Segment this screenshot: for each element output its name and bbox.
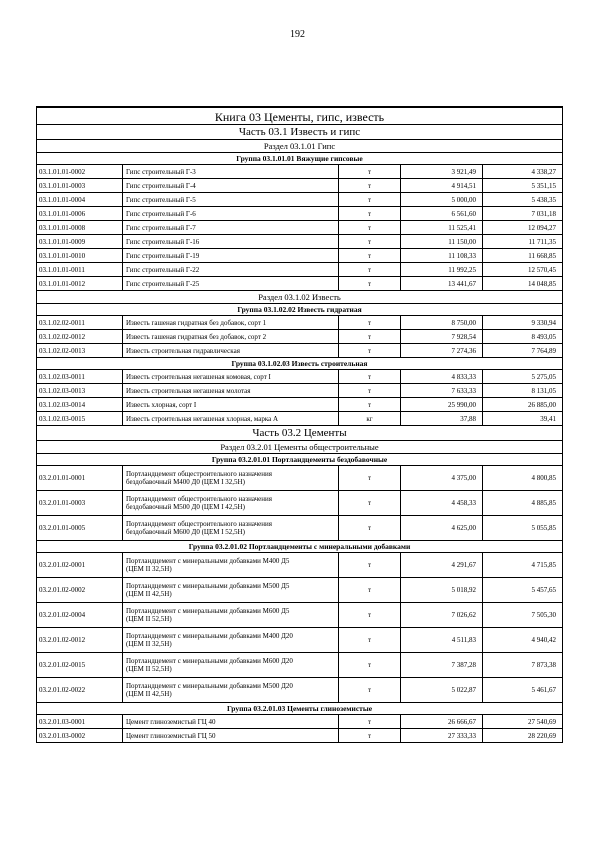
item-code: 03.1.01.01-0010 <box>37 249 123 263</box>
group-heading: Группа 03.1.02.03 Известь строительная <box>37 358 563 370</box>
item-code: 03.1.01.01-0009 <box>37 235 123 249</box>
item-price-base: 37,88 <box>401 412 483 426</box>
group-heading-row <box>37 703 563 715</box>
item-unit: т <box>339 384 401 398</box>
item-price-total: 5 351,15 <box>483 179 563 193</box>
group-heading-row <box>37 358 563 370</box>
item-price-total: 7 505,30 <box>483 603 563 628</box>
item-name-line-2: (ЦЕМ II 32,5Н) <box>126 565 172 573</box>
table-row <box>37 628 563 653</box>
item-unit: т <box>339 277 401 291</box>
item-price-base: 11 525,41 <box>401 221 483 235</box>
item-code: 03.2.01.02-0004 <box>37 603 123 628</box>
item-price-total: 5 055,85 <box>483 516 563 541</box>
item-unit: т <box>339 466 401 491</box>
item-code: 03.2.01.03-0002 <box>37 729 123 743</box>
item-price-total: 39,41 <box>483 412 563 426</box>
item-code: 03.2.01.02-0002 <box>37 578 123 603</box>
item-price-base: 4 458,33 <box>401 491 483 516</box>
table-row <box>37 516 563 541</box>
item-name-line-1: Портландцемент с минеральными добавками М600 Д20 <box>126 657 293 665</box>
table-row <box>37 165 563 179</box>
item-name-line-2: бездобавочный М600 Д0 (ЦЕМ I 52,5Н) <box>126 528 245 536</box>
item-name: Известь строительная гидравлическая <box>123 344 339 358</box>
group-heading-row <box>37 304 563 316</box>
item-price-total: 4 338,27 <box>483 165 563 179</box>
item-price-base: 5 022,87 <box>401 678 483 703</box>
item-price-total: 5 438,35 <box>483 193 563 207</box>
table-row <box>37 398 563 412</box>
item-name-line-1: Портландцемент с минеральными добавками М500 Д20 <box>126 682 293 690</box>
table-row <box>37 370 563 384</box>
item-price-base: 6 561,60 <box>401 207 483 221</box>
item-unit: т <box>339 193 401 207</box>
book-heading: Книга 03 Цементы, гипс, известь <box>37 107 563 125</box>
item-unit: т <box>339 235 401 249</box>
table-row <box>37 249 563 263</box>
item-unit: т <box>339 628 401 653</box>
item-price-total: 27 540,69 <box>483 715 563 729</box>
item-name-line-2: бездобавочный М500 Д0 (ЦЕМ I 42,5Н) <box>126 503 245 511</box>
item-name: Гипс строительный Г-5 <box>123 193 339 207</box>
item-price-total: 11 711,35 <box>483 235 563 249</box>
item-price-base: 25 990,00 <box>401 398 483 412</box>
item-unit: т <box>339 653 401 678</box>
item-code: 03.2.01.02-0015 <box>37 653 123 678</box>
item-name-line-1: Портландцемент с минеральными добавками М400 Д5 <box>126 557 290 565</box>
section-heading-row <box>37 140 563 153</box>
item-unit: т <box>339 316 401 330</box>
item-code: 03.2.01.02-0022 <box>37 678 123 703</box>
table-row <box>37 715 563 729</box>
item-unit: т <box>339 179 401 193</box>
item-name-line-2: (ЦЕМ II 42,5Н) <box>126 690 172 698</box>
item-price-base: 4 511,83 <box>401 628 483 653</box>
item-name-line-2: (ЦЕМ II 42,5Н) <box>126 590 172 598</box>
group-heading: Группа 03.2.01.03 Цементы глиноземистые <box>37 703 563 715</box>
table-row <box>37 466 563 491</box>
item-name-line-2: (ЦЕМ II 52,5Н) <box>126 615 172 623</box>
item-price-total: 4 800,85 <box>483 466 563 491</box>
item-price-base: 26 666,67 <box>401 715 483 729</box>
item-unit: т <box>339 344 401 358</box>
item-price-total: 5 457,65 <box>483 578 563 603</box>
group-heading-row <box>37 153 563 165</box>
item-price-base: 4 833,33 <box>401 370 483 384</box>
item-price-total: 8 131,05 <box>483 384 563 398</box>
item-name <box>123 466 339 491</box>
group-heading: Группа 03.2.01.02 Портландцементы с минеральными добавками <box>37 541 563 553</box>
part-heading-row <box>37 426 563 441</box>
item-code: 03.1.02.02-0012 <box>37 330 123 344</box>
part-heading: Часть 03.1 Известь и гипс <box>37 125 563 140</box>
table-row <box>37 653 563 678</box>
item-price-total: 11 668,85 <box>483 249 563 263</box>
item-name: Гипс строительный Г-19 <box>123 249 339 263</box>
page-number: 192 <box>290 29 305 40</box>
item-name: Известь гашеная гидратная без добавок, сорт 2 <box>123 330 339 344</box>
item-name <box>123 491 339 516</box>
item-price-total: 7 873,38 <box>483 653 563 678</box>
item-price-total: 7 764,89 <box>483 344 563 358</box>
item-price-base: 4 291,67 <box>401 553 483 578</box>
item-code: 03.1.02.03-0013 <box>37 384 123 398</box>
item-unit: т <box>339 491 401 516</box>
item-price-total: 4 885,85 <box>483 491 563 516</box>
item-name-line-2: (ЦЕМ II 32,5Н) <box>126 640 172 648</box>
item-price-base: 4 914,51 <box>401 179 483 193</box>
item-name <box>123 628 339 653</box>
item-name-line-1: Портландцемент общестроительного назначения <box>126 470 273 478</box>
item-code: 03.2.01.03-0001 <box>37 715 123 729</box>
item-code: 03.1.01.01-0004 <box>37 193 123 207</box>
table-row <box>37 330 563 344</box>
table-row <box>37 578 563 603</box>
section-heading-row <box>37 291 563 304</box>
item-name: Известь строительная негашеная молотая <box>123 384 339 398</box>
item-price-base: 4 625,00 <box>401 516 483 541</box>
table-row <box>37 384 563 398</box>
item-unit: т <box>339 221 401 235</box>
group-heading-row <box>37 541 563 553</box>
item-price-total: 28 220,69 <box>483 729 563 743</box>
group-heading: Группа 03.1.01.01 Вяжущие гипсовые <box>37 153 563 165</box>
item-unit: т <box>339 370 401 384</box>
item-name <box>123 516 339 541</box>
item-price-total: 26 885,00 <box>483 398 563 412</box>
item-unit: т <box>339 249 401 263</box>
section-heading: Раздел 03.1.02 Известь <box>37 291 563 304</box>
item-unit: т <box>339 729 401 743</box>
item-unit: т <box>339 553 401 578</box>
table-row <box>37 491 563 516</box>
item-name <box>123 578 339 603</box>
item-code: 03.2.01.02-0012 <box>37 628 123 653</box>
section-heading: Раздел 03.1.01 Гипс <box>37 140 563 153</box>
item-unit: т <box>339 603 401 628</box>
item-code: 03.1.02.03-0011 <box>37 370 123 384</box>
item-price-total: 5 275,05 <box>483 370 563 384</box>
item-code: 03.1.02.02-0011 <box>37 316 123 330</box>
item-unit: т <box>339 207 401 221</box>
item-name-line-1: Портландцемент с минеральными добавками М600 Д5 <box>126 607 290 615</box>
item-code: 03.1.01.01-0002 <box>37 165 123 179</box>
item-name-line-1: Портландцемент общестроительного назначения <box>126 520 273 528</box>
group-heading-row <box>37 454 563 466</box>
item-name: Гипс строительный Г-16 <box>123 235 339 249</box>
item-price-total: 12 570,45 <box>483 263 563 277</box>
table-row <box>37 235 563 249</box>
item-unit: кг <box>339 412 401 426</box>
item-name: Гипс строительный Г-7 <box>123 221 339 235</box>
item-code: 03.2.01.02-0001 <box>37 553 123 578</box>
item-unit: т <box>339 678 401 703</box>
table-row <box>37 316 563 330</box>
item-price-base: 4 375,00 <box>401 466 483 491</box>
item-name: Гипс строительный Г-22 <box>123 263 339 277</box>
item-price-base: 5 000,00 <box>401 193 483 207</box>
item-name: Цемент глиноземистый ГЦ 50 <box>123 729 339 743</box>
item-name: Известь гашеная гидратная без добавок, сорт 1 <box>123 316 339 330</box>
item-price-base: 27 333,33 <box>401 729 483 743</box>
item-code: 03.1.01.01-0008 <box>37 221 123 235</box>
group-heading: Группа 03.2.01.01 Портландцементы бездобавочные <box>37 454 563 466</box>
table-row <box>37 193 563 207</box>
section-heading: Раздел 03.2.01 Цементы общестроительные <box>37 441 563 454</box>
item-unit: т <box>339 715 401 729</box>
item-name: Известь строительная негашеная комовая, сорт I <box>123 370 339 384</box>
item-unit: т <box>339 263 401 277</box>
group-heading: Группа 03.1.02.02 Известь гидратная <box>37 304 563 316</box>
item-unit: т <box>339 330 401 344</box>
item-unit: т <box>339 398 401 412</box>
item-unit: т <box>339 516 401 541</box>
item-code: 03.1.02.03-0014 <box>37 398 123 412</box>
item-code: 03.1.01.01-0006 <box>37 207 123 221</box>
table-row <box>37 553 563 578</box>
table-row <box>37 729 563 743</box>
item-price-total: 5 461,67 <box>483 678 563 703</box>
item-price-base: 7 928,54 <box>401 330 483 344</box>
item-name-line-2: (ЦЕМ II 52,5Н) <box>126 665 172 673</box>
item-price-base: 13 441,67 <box>401 277 483 291</box>
item-price-total: 7 031,18 <box>483 207 563 221</box>
item-price-base: 8 750,00 <box>401 316 483 330</box>
table-row <box>37 221 563 235</box>
item-name <box>123 603 339 628</box>
price-table <box>36 106 563 743</box>
table-row <box>37 207 563 221</box>
item-unit: т <box>339 578 401 603</box>
item-name-line-2: бездобавочный М400 Д0 (ЦЕМ I 32,5Н) <box>126 478 245 486</box>
table-row <box>37 263 563 277</box>
item-name: Цемент глиноземистый ГЦ 40 <box>123 715 339 729</box>
item-price-base: 7 274,36 <box>401 344 483 358</box>
table-row <box>37 344 563 358</box>
item-price-total: 9 330,94 <box>483 316 563 330</box>
item-price-base: 7 387,28 <box>401 653 483 678</box>
table-row <box>37 277 563 291</box>
item-price-total: 4 715,85 <box>483 553 563 578</box>
item-price-base: 7 026,62 <box>401 603 483 628</box>
item-name-line-1: Портландцемент общестроительного назначения <box>126 495 273 503</box>
item-price-base: 3 921,49 <box>401 165 483 179</box>
book-heading-row <box>37 107 563 125</box>
item-price-base: 11 992,25 <box>401 263 483 277</box>
item-code: 03.1.02.03-0015 <box>37 412 123 426</box>
item-name <box>123 678 339 703</box>
item-price-total: 8 493,05 <box>483 330 563 344</box>
item-name-line-1: Портландцемент с минеральными добавками М400 Д20 <box>126 632 293 640</box>
item-code: 03.1.01.01-0012 <box>37 277 123 291</box>
item-name-line-1: Портландцемент с минеральными добавками М500 Д5 <box>126 582 290 590</box>
item-unit: т <box>339 165 401 179</box>
item-name <box>123 653 339 678</box>
item-code: 03.1.01.01-0003 <box>37 179 123 193</box>
section-heading-row <box>37 441 563 454</box>
part-heading-row <box>37 125 563 140</box>
item-price-base: 5 018,92 <box>401 578 483 603</box>
item-price-total: 4 940,42 <box>483 628 563 653</box>
item-code: 03.2.01.01-0001 <box>37 466 123 491</box>
item-name <box>123 553 339 578</box>
table-row <box>37 179 563 193</box>
item-name: Гипс строительный Г-4 <box>123 179 339 193</box>
item-name: Гипс строительный Г-25 <box>123 277 339 291</box>
item-price-base: 7 633,33 <box>401 384 483 398</box>
item-name: Гипс строительный Г-6 <box>123 207 339 221</box>
item-name: Гипс строительный Г-3 <box>123 165 339 179</box>
item-code: 03.1.02.02-0013 <box>37 344 123 358</box>
part-heading: Часть 03.2 Цементы <box>37 426 563 441</box>
item-code: 03.2.01.01-0005 <box>37 516 123 541</box>
item-price-total: 12 094,27 <box>483 221 563 235</box>
item-name: Известь строительная негашеная хлорная, марка А <box>123 412 339 426</box>
item-name: Известь хлорная, сорт I <box>123 398 339 412</box>
table-row <box>37 412 563 426</box>
item-price-total: 14 048,85 <box>483 277 563 291</box>
item-code: 03.2.01.01-0003 <box>37 491 123 516</box>
table-row <box>37 603 563 628</box>
item-code: 03.1.01.01-0011 <box>37 263 123 277</box>
table-row <box>37 678 563 703</box>
item-price-base: 11 150,00 <box>401 235 483 249</box>
item-price-base: 11 108,33 <box>401 249 483 263</box>
